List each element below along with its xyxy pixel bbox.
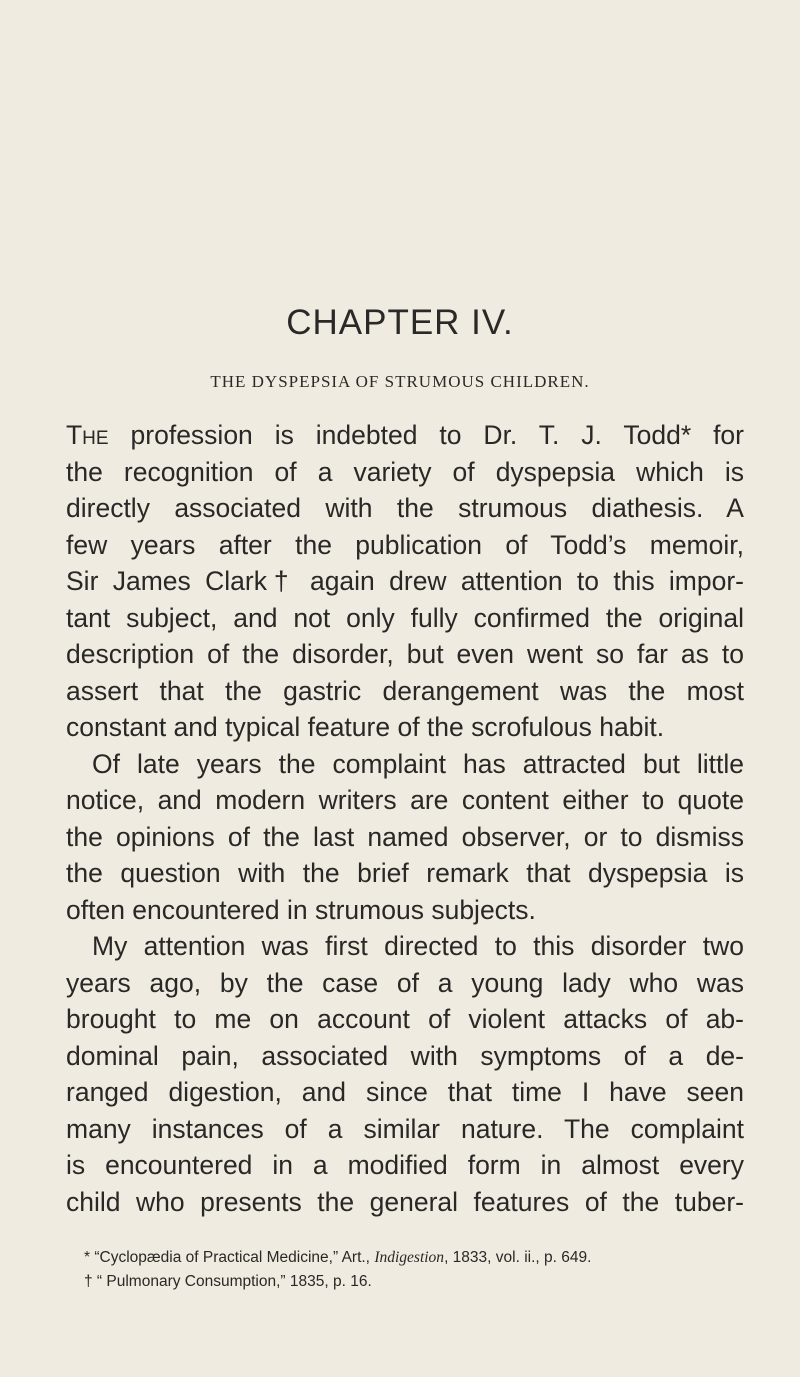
chapter-body-text — [66, 417, 744, 1220]
body-line-text: profession is indebted to Dr. T. J. Todd* for — [108, 420, 744, 450]
body-line: often encountered in strumous subjects. — [66, 894, 536, 925]
body-line: brought to me on account of violent attacks of ab- — [66, 1004, 744, 1034]
body-line: assert that the gastric derangement was the most — [66, 675, 744, 706]
body-line: ranged digestion, and since that time I have seen — [66, 1077, 744, 1107]
chapter-title: CHAPTER IV. — [286, 303, 514, 342]
body-line: the recognition of a variety of dyspepsia which is — [66, 456, 744, 487]
body-line: Sir James Clark† again drew attention to this impor- — [66, 566, 744, 596]
chapter-subtitle: THE DYSPEPSIA OF STRUMOUS CHILDREN. — [210, 372, 590, 391]
footnote-cyclopaedia — [84, 1246, 744, 1270]
footnote-article-title: Indigestion — [374, 1249, 445, 1266]
body-line: tant subject, and not only fully confirmed the original — [66, 602, 744, 633]
body-line: notice, and modern writers are content either to quote — [66, 785, 744, 815]
body-line: few years after the publication of Todd’s memoir, — [66, 529, 744, 560]
body-line: directly associated with the strumous diathesis. A — [66, 493, 744, 523]
body-line: is encountered in a modified form in almost every — [66, 1150, 744, 1180]
body-line: description of the disorder, but even went so far as to — [66, 639, 744, 669]
footnote-text: , 1833, vol. ii., p. 649. — [444, 1249, 592, 1266]
body-line: My attention was first directed to this disorder two — [92, 931, 744, 961]
body-line: Of late years the complaint has attracted but little — [92, 748, 744, 779]
footnote-text: * “Cyclopædia of Practical Medicine,” Art., — [84, 1249, 375, 1266]
body-line: years ago, by the case of a young lady who was — [66, 967, 744, 998]
body-line: the question with the brief remark that dyspepsia is — [66, 858, 744, 888]
body-line: constant and typical feature of the scrofulous habit. — [66, 712, 665, 742]
footnotes — [84, 1246, 744, 1294]
body-line — [66, 417, 744, 454]
body-line: child who presents the general features of the tuber- — [66, 1186, 744, 1217]
body-line: the opinions of the last named observer, or to dismiss — [66, 821, 744, 852]
body-line: dominal pain, associated with symptoms of a de- — [66, 1040, 744, 1071]
footnote-pulmonary-consumption: † “ Pulmonary Consumption,” 1835, p. 16. — [84, 1273, 372, 1290]
opening-word: The — [66, 420, 109, 450]
body-line: many instances of a similar nature. The complaint — [66, 1113, 744, 1144]
